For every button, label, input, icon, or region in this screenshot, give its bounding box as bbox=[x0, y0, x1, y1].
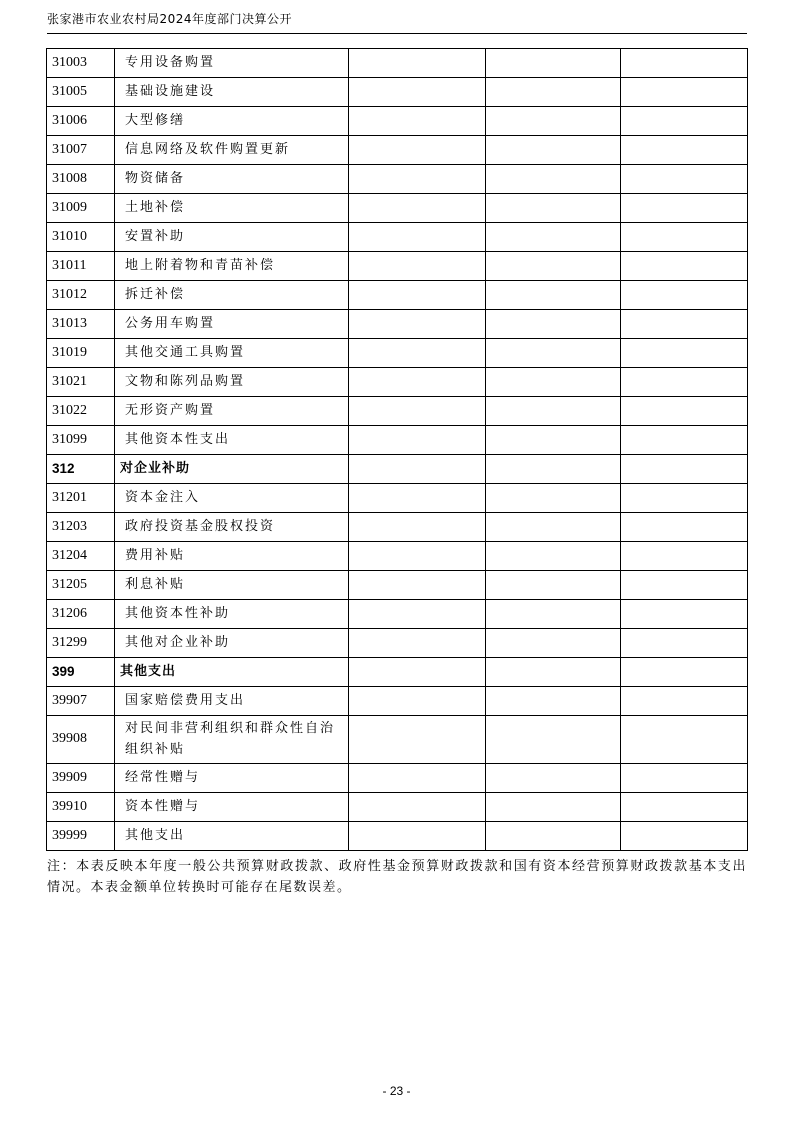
subject-code-cell: 31013 bbox=[47, 310, 115, 339]
amount-cell-3 bbox=[621, 426, 748, 455]
header-divider bbox=[47, 33, 747, 34]
amount-cell-3 bbox=[621, 107, 748, 136]
amount-cell-3 bbox=[621, 281, 748, 310]
amount-cell-3 bbox=[621, 397, 748, 426]
amount-cell-1 bbox=[349, 165, 486, 194]
subject-name-cell: 其他交通工具购置 bbox=[115, 339, 349, 368]
subject-code-cell: 39999 bbox=[47, 822, 115, 851]
amount-cell-1 bbox=[349, 368, 486, 397]
amount-cell-2 bbox=[486, 542, 621, 571]
table-row bbox=[47, 764, 748, 793]
amount-cell-2 bbox=[486, 513, 621, 542]
subject-code-cell: 31201 bbox=[47, 484, 115, 513]
amount-cell-1 bbox=[349, 822, 486, 851]
amount-cell-1 bbox=[349, 455, 486, 484]
table-row bbox=[47, 78, 748, 107]
amount-cell-1 bbox=[349, 426, 486, 455]
amount-cell-3 bbox=[621, 484, 748, 513]
expenditure-table-body bbox=[47, 49, 748, 851]
amount-cell-2 bbox=[486, 687, 621, 716]
page-number: - 23 - bbox=[382, 1084, 411, 1098]
amount-cell-2 bbox=[486, 764, 621, 793]
amount-cell-3 bbox=[621, 542, 748, 571]
table-row bbox=[47, 571, 748, 600]
subject-name-cell: 其他资本性支出 bbox=[115, 426, 349, 455]
amount-cell-2 bbox=[486, 455, 621, 484]
subject-code-cell: 31007 bbox=[47, 136, 115, 165]
amount-cell-2 bbox=[486, 310, 621, 339]
subject-name-cell: 无形资产购置 bbox=[115, 397, 349, 426]
table-row bbox=[47, 426, 748, 455]
amount-cell-2 bbox=[486, 165, 621, 194]
table-row bbox=[47, 368, 748, 397]
amount-cell-1 bbox=[349, 542, 486, 571]
table-row bbox=[47, 194, 748, 223]
amount-cell-2 bbox=[486, 658, 621, 687]
amount-cell-2 bbox=[486, 194, 621, 223]
table-row bbox=[47, 136, 748, 165]
amount-cell-2 bbox=[486, 339, 621, 368]
subject-code-cell: 31206 bbox=[47, 600, 115, 629]
table-row bbox=[47, 600, 748, 629]
amount-cell-1 bbox=[349, 658, 486, 687]
subject-code-cell: 39909 bbox=[47, 764, 115, 793]
table-row bbox=[47, 687, 748, 716]
amount-cell-2 bbox=[486, 78, 621, 107]
amount-cell-2 bbox=[486, 252, 621, 281]
table-row bbox=[47, 339, 748, 368]
subject-name-cell: 其他对企业补助 bbox=[115, 629, 349, 658]
amount-cell-2 bbox=[486, 368, 621, 397]
subject-code-cell: 31299 bbox=[47, 629, 115, 658]
amount-cell-2 bbox=[486, 426, 621, 455]
subject-code-cell: 31099 bbox=[47, 426, 115, 455]
subject-name-cell: 国家赔偿费用支出 bbox=[115, 687, 349, 716]
table-row bbox=[47, 793, 748, 822]
amount-cell-3 bbox=[621, 658, 748, 687]
amount-cell-2 bbox=[486, 629, 621, 658]
subject-code-cell: 39907 bbox=[47, 687, 115, 716]
subject-name-cell: 大型修缮 bbox=[115, 107, 349, 136]
subject-code-cell: 39908 bbox=[47, 716, 115, 764]
subject-name-cell: 政府投资基金股权投资 bbox=[115, 513, 349, 542]
expenditure-table bbox=[46, 48, 748, 851]
subject-name-cell: 地上附着物和青苗补偿 bbox=[115, 252, 349, 281]
table-row bbox=[47, 484, 748, 513]
subject-code-cell: 31010 bbox=[47, 223, 115, 252]
amount-cell-2 bbox=[486, 107, 621, 136]
amount-cell-3 bbox=[621, 687, 748, 716]
amount-cell-3 bbox=[621, 165, 748, 194]
subject-code-cell: 31009 bbox=[47, 194, 115, 223]
amount-cell-3 bbox=[621, 78, 748, 107]
amount-cell-1 bbox=[349, 194, 486, 223]
subject-code-cell: 312 bbox=[47, 455, 115, 484]
amount-cell-2 bbox=[486, 281, 621, 310]
amount-cell-1 bbox=[349, 107, 486, 136]
subject-name-cell: 对企业补助 bbox=[115, 455, 349, 484]
table-row bbox=[47, 107, 748, 136]
amount-cell-1 bbox=[349, 310, 486, 339]
amount-cell-1 bbox=[349, 513, 486, 542]
subject-code-cell: 31003 bbox=[47, 49, 115, 78]
subject-name-cell: 基础设施建设 bbox=[115, 78, 349, 107]
amount-cell-3 bbox=[621, 513, 748, 542]
amount-cell-1 bbox=[349, 223, 486, 252]
amount-cell-2 bbox=[486, 571, 621, 600]
subject-code-cell: 31005 bbox=[47, 78, 115, 107]
subject-code-cell: 31204 bbox=[47, 542, 115, 571]
amount-cell-1 bbox=[349, 281, 486, 310]
amount-cell-3 bbox=[621, 793, 748, 822]
amount-cell-1 bbox=[349, 252, 486, 281]
table-row bbox=[47, 252, 748, 281]
table-row bbox=[47, 629, 748, 658]
page-header-title: 张家港市农业农村局2024年度部门决算公开 bbox=[47, 12, 293, 26]
table-row bbox=[47, 165, 748, 194]
subject-name-cell: 费用补贴 bbox=[115, 542, 349, 571]
subject-code-cell: 31203 bbox=[47, 513, 115, 542]
amount-cell-2 bbox=[486, 822, 621, 851]
subject-name-cell: 其他资本性补助 bbox=[115, 600, 349, 629]
subject-code-cell: 39910 bbox=[47, 793, 115, 822]
subject-name-cell: 物资储备 bbox=[115, 165, 349, 194]
table-row bbox=[47, 310, 748, 339]
amount-cell-2 bbox=[486, 484, 621, 513]
subject-name-cell: 其他支出 bbox=[115, 658, 349, 687]
table-row bbox=[47, 49, 748, 78]
amount-cell-3 bbox=[621, 310, 748, 339]
amount-cell-3 bbox=[621, 49, 748, 78]
amount-cell-1 bbox=[349, 78, 486, 107]
table-row bbox=[47, 716, 748, 764]
subject-name-cell: 信息网络及软件购置更新 bbox=[115, 136, 349, 165]
amount-cell-3 bbox=[621, 223, 748, 252]
amount-cell-2 bbox=[486, 223, 621, 252]
amount-cell-3 bbox=[621, 194, 748, 223]
table-row bbox=[47, 281, 748, 310]
amount-cell-1 bbox=[349, 339, 486, 368]
amount-cell-1 bbox=[349, 600, 486, 629]
amount-cell-1 bbox=[349, 397, 486, 426]
category-row bbox=[47, 455, 748, 484]
amount-cell-2 bbox=[486, 49, 621, 78]
table-row bbox=[47, 223, 748, 252]
amount-cell-3 bbox=[621, 368, 748, 397]
amount-cell-3 bbox=[621, 716, 748, 764]
subject-code-cell: 31205 bbox=[47, 571, 115, 600]
amount-cell-3 bbox=[621, 339, 748, 368]
table-row bbox=[47, 513, 748, 542]
subject-name-cell: 资本性赠与 bbox=[115, 793, 349, 822]
subject-code-cell: 31006 bbox=[47, 107, 115, 136]
amount-cell-3 bbox=[621, 822, 748, 851]
subject-code-cell: 31019 bbox=[47, 339, 115, 368]
amount-cell-2 bbox=[486, 716, 621, 764]
amount-cell-3 bbox=[621, 252, 748, 281]
amount-cell-2 bbox=[486, 600, 621, 629]
subject-name-cell: 资本金注入 bbox=[115, 484, 349, 513]
subject-code-cell: 31022 bbox=[47, 397, 115, 426]
subject-code-cell: 31008 bbox=[47, 165, 115, 194]
table-row bbox=[47, 397, 748, 426]
amount-cell-1 bbox=[349, 136, 486, 165]
subject-code-cell: 31011 bbox=[47, 252, 115, 281]
amount-cell-3 bbox=[621, 455, 748, 484]
amount-cell-3 bbox=[621, 571, 748, 600]
subject-name-cell: 安置补助 bbox=[115, 223, 349, 252]
subject-code-cell: 31012 bbox=[47, 281, 115, 310]
category-row bbox=[47, 658, 748, 687]
subject-name-cell: 文物和陈列品购置 bbox=[115, 368, 349, 397]
amount-cell-3 bbox=[621, 136, 748, 165]
table-row bbox=[47, 542, 748, 571]
subject-name-cell: 土地补偿 bbox=[115, 194, 349, 223]
amount-cell-3 bbox=[621, 764, 748, 793]
subject-name-cell: 对民间非营利组织和群众性自治组织补贴 bbox=[115, 716, 349, 764]
subject-code-cell: 31021 bbox=[47, 368, 115, 397]
amount-cell-1 bbox=[349, 716, 486, 764]
table-note: 注：本表反映本年度一般公共预算财政拨款、政府性基金预算财政拨款和国有资本经营预算财政拨款基本支出情况。本表金额单位转换时可能存在尾数误差。 bbox=[47, 859, 747, 895]
amount-cell-1 bbox=[349, 629, 486, 658]
subject-name-cell: 公务用车购置 bbox=[115, 310, 349, 339]
subject-name-cell: 专用设备购置 bbox=[115, 49, 349, 78]
amount-cell-2 bbox=[486, 793, 621, 822]
amount-cell-1 bbox=[349, 764, 486, 793]
subject-name-cell: 利息补贴 bbox=[115, 571, 349, 600]
amount-cell-1 bbox=[349, 484, 486, 513]
subject-name-cell: 拆迁补偿 bbox=[115, 281, 349, 310]
subject-name-cell: 经常性赠与 bbox=[115, 764, 349, 793]
subject-code-cell: 399 bbox=[47, 658, 115, 687]
table-row bbox=[47, 822, 748, 851]
amount-cell-2 bbox=[486, 136, 621, 165]
amount-cell-3 bbox=[621, 600, 748, 629]
amount-cell-2 bbox=[486, 397, 621, 426]
amount-cell-1 bbox=[349, 49, 486, 78]
amount-cell-1 bbox=[349, 793, 486, 822]
subject-name-cell: 其他支出 bbox=[115, 822, 349, 851]
amount-cell-1 bbox=[349, 571, 486, 600]
amount-cell-3 bbox=[621, 629, 748, 658]
amount-cell-1 bbox=[349, 687, 486, 716]
